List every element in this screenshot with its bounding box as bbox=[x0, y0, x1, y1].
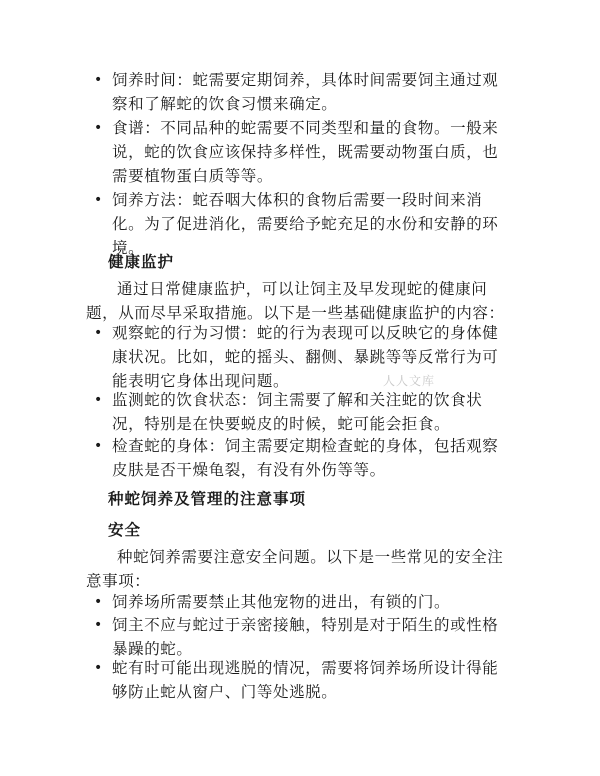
list-item: • 饲主不应与蛇过于亲密接触，特别是对于陌生的或性格暴躁的蛇。 bbox=[112, 613, 507, 661]
section-heading-health: 健康监护 bbox=[108, 253, 175, 271]
bullet-icon: • bbox=[94, 438, 103, 454]
bullet-icon: • bbox=[94, 325, 103, 341]
list-item: • 饲养时间：蛇需要定期饲养，具体时间需要饲主通过观察和了解蛇的饮食习惯来确定。 bbox=[112, 68, 507, 116]
bullet-icon: • bbox=[94, 660, 103, 676]
bullet-icon: • bbox=[94, 72, 103, 88]
subsection-heading-safety: 安全 bbox=[108, 521, 142, 539]
list-item: • 监测蛇的饮食状态：饲主需要了解和关注蛇的饮食状况，特别是在快要蜕皮的时候，蛇可能会拒食。 bbox=[112, 388, 507, 436]
bullet-icon: • bbox=[94, 192, 103, 208]
bullet-icon: • bbox=[94, 594, 103, 610]
watermark: 人人文库 bbox=[383, 374, 436, 388]
bullet-icon: • bbox=[94, 617, 103, 633]
safety-intro: 种蛇饲养需要注意安全问题。以下是一些常见的安全注意事项： bbox=[86, 548, 504, 590]
bullet-icon: • bbox=[94, 120, 103, 136]
list-item: • 检查蛇的身体：饲主需要定期检查蛇的身体，包括观察皮肤是否干燥龟裂，有没有外伤等等。 bbox=[112, 434, 507, 482]
list-item: • 观察蛇的行为习惯：蛇的行为表现可以反映它的身体健康状况。比如，蛇的摇头、翻侧、暴跳等等反常行为可能表明它身体出现问题。 bbox=[112, 321, 507, 393]
bullet-icon: • bbox=[94, 392, 103, 408]
section-heading-precautions: 种蛇饲养及管理的注意事项 bbox=[108, 490, 307, 508]
list-item: • 食谱：不同品种的蛇需要不同类型和量的食物。一般来说，蛇的饮食应该保持多样性，既需要动物蛋白质，也需要植物蛋白质等等。 bbox=[112, 116, 507, 188]
list-item: • 蛇有时可能出现逃脱的情况，需要将饲养场所设计得能够防止蛇从窗户、门等处逃脱。 bbox=[112, 656, 507, 704]
list-item: • 饲养场所需要禁止其他宠物的进出，有锁的门。 bbox=[112, 590, 507, 614]
list-item: • 饲养方法：蛇吞咽大体积的食物后需要一段时间来消化。为了促进消化，需要给予蛇充足的水份和安静的环境。 bbox=[112, 188, 507, 260]
health-intro: 通过日常健康监护，可以让饲主及早发现蛇的健康问题，从而尽早采取措施。以下是一些基础健康监护的内容： bbox=[86, 280, 505, 322]
